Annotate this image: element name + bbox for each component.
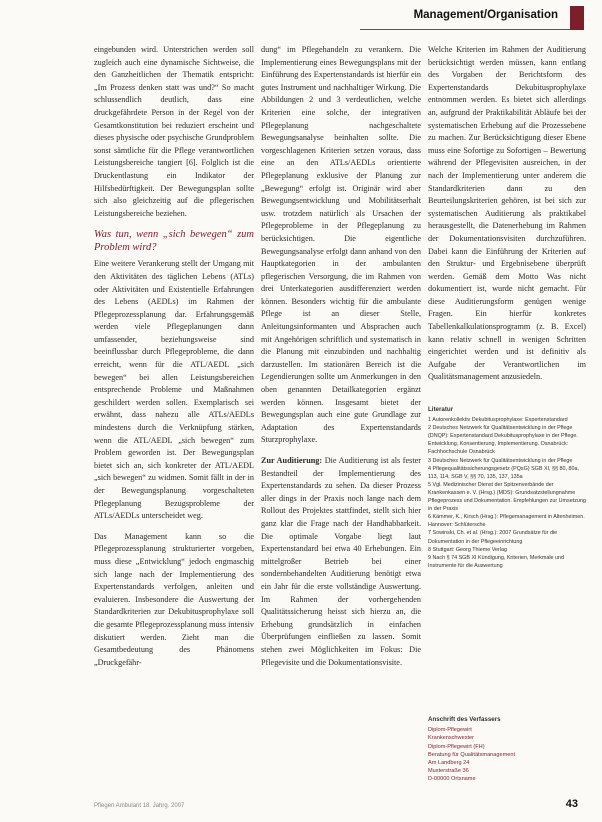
header-rule: [360, 29, 584, 30]
paragraph-body: Die Auditierung ist als fester Bestandteil der Implementierung des Expertenstandards zu sehen. Da dieser Prozess aller dings in der Praxis noch lange nach dem Rollout des Projektes stattfindet, stellt sich hier ganz klar die Frage nach der Handhabbarkeit. Die optimale Vorgabe liegt laut Expertenstandard bei etwa 40 Erhebungen. Ein mittelgroßer Betrieb bei einer sondernbehandelten Auditierung benötigt etwa ein Jahr für die erste vollständige Auswertung. Im Rahmen der vorhergehenden Qualitätssicherung heisst sich hierzu an, die Erhebung grundsätzlich in einfachen Überprüfungen einfließen zu lassen. Somit stehen zwei Möglichkeiten im Fokus: Die Pflegevisite und die Dokumentationsvisite.: [261, 456, 421, 667]
author-line: Krankenschwester: [428, 735, 475, 742]
section-title: Management/Organisation: [413, 9, 558, 21]
author-line: Diplom-Pflegewirt: [428, 727, 472, 734]
reference-item: 7 Sowinski, Ch. et al. (Hrsg.): 2007 Grundsätze für die Dokumentation in der Pflegeeinrichtung: [428, 530, 558, 545]
page-number: 43: [565, 798, 578, 810]
paragraph: dung“ im Pflegehandeln zu verankern. Die Implementierung eines Bewegungsplans mit der Einführung des Expertenstandards ist hierfür ein gutes Instrument und nachhaltiger Wirkung. Die Abbildungen 2 und 3 verdeutlichen, welche Kriterien eine solche, der integrativen Pflegeplanung nachgeschaltete Bewegungsanalyse beinhalten sollte. Die vorgeschlagenen Kriterien setzen voraus, dass eine an den ATLs/AEDLs orientierte Pflegeplanung exklusive der Planung zur „Bewegung“ erfolgt ist. Originär wird aber Bewegungsentwicklung und Mobilitätserhalt usw. trotzdem natürlich als Ursachen der Pflegeprobleme in der Pflegeplanung zu berücksichtigen. Die eigentliche Bewegungsanalyse erfolgt dann anhand von den Hauptkategorien in der ambulanten pflegerischen Versorgung, die im Rahmen von drei Unterkategorien ausdifferenziert werden können. Besonders wichtig für die ambulante Pflege ist an dieser Stelle, Anleitungsinformanten und Absprachen auch mit Angehörigen schriftlich und systematisch in die Planung mit einzubinden und nachhaltig darzustellen. Im stationären Bereich ist die Legendierungen sollte um Anmerkungen in den oben genannten Detailkategorien ergänzt werden können. Insgesamt bietet der Bewegungsplan auch eine gute Grundlage zur Adaptation des Expertenstandards Sturzprophylaxe.: [261, 45, 421, 445]
text-column-2: [261, 44, 421, 677]
reference-item: 1 Autorenkollektiv Dekubitusprophylaxe: Expertenstandard: [428, 417, 568, 424]
references-title: Literatur: [428, 406, 454, 413]
author-line: Beratung für Qualitätsmanagement: [428, 751, 516, 758]
paragraph: Das Management kann so die Pflegeprozessplanung strukturierter vorgeben, muss diese „Entwicklung“ jedoch engmaschig sich lange nach der Implementierung des Expertenstandards verfolgen, anleiten und evaluieren. Insbesondere die Auswertung der Standardkriterien zur Dekubitusprophylaxe soll die gesamte Pflegeprozessplanung muss intensiv diskutiert werden. Zieht man die Gesamtbedeutung des Phänomens „Druckgefähr-: [94, 531, 254, 667]
reference-item: 5 Vgl. Medizinischer Dienst der Spitzenverbände der Krankenkassen e. V. (Hrsg.) (MDS): Grundsatzstellungnahme Pflegeprozess und Dokumentation. Empfehlungen zur Umsetzung in der Praxis: [428, 481, 586, 513]
section-heading: Was tun, wenn „sich bewegen“ zum Problem wird?: [94, 229, 254, 254]
text-column-3: [428, 44, 586, 392]
author-address-box: [428, 716, 586, 784]
footer-publication: Pflegen Ambulant 18. Jahrg. 2007: [94, 803, 185, 809]
paragraph-lead: Zur Auditierung:: [261, 456, 323, 465]
reference-item: 4 Pflegequalitätssicherungsgesetz (PQsG) SGB XI, §§ 80, 80a, 113, 114, SGB V, §§ 70, 135, 137, 135a: [428, 465, 580, 480]
text-column-1: [94, 44, 254, 677]
reference-item: 3 Deutsches Netzwerk für Qualitätsentwicklung in der Pflege: [428, 457, 573, 464]
reference-item: 2 Deutsches Netzwerk für Qualitätsentwicklung in der Pflege (DNQP): Expertenstandard Dekubitusprophylaxe in der Pflege. Entwicklung, Konsentierung, Implementierung. Osnabrück: Fachhochschule Osnabrück: [428, 425, 578, 456]
author-box-title: Anschrift des Verfassers: [428, 716, 501, 723]
running-header: [360, 6, 584, 26]
author-line: D-00000 Ortsname: [428, 776, 476, 783]
reference-item: 6 Kämmer, K., Kirsch (Hrsg.): Pflegemanagement in Altenheimen. Hannover: Schlütersche: [428, 514, 585, 529]
paragraph: Welche Kriterien im Rahmen der Auditierung berücksichtigt werden müssen, kann entlang des Vorgaben der Berichtsform des Expertenstandards Dekubitusprophylaxe entnommen werden. Es bietet sich allerdings an, aufgrund der Praktikabilität Abläufe bei der systematischen Erhebung auf die Prozessebene zu machen. Zur Berücksichtigung dieser Ebene muss eine Sofortige zu Sofortigen – Bewertung während der Pflegevisiten ausreichen, in der nach der Implementierung unter anderem die Standardkriterien dann zu den Beurteilungskriterien gehören, ist bei sich zur systematischen Auditierung als praktikabel herausgestellt, die Datenerhebung im Rahmen der Dokumentationsvisiten durchzuführen. Dabei kann die Einführung der Kriterien auf den Struktur- und Ergebnisebene überprüft werden. Gemäß dem Motto Was nicht dokumentiert ist, wurde nicht gemacht. Für diese Auditierungsform genügen wenige Fragen. Ein hierfür konkretes Tabellenkalkulationsprogramm (z. B. Excel) kann relativ schnell in wenigen Schritten eingerichtet werden und ist definitiv als Aufgabe der Verantwortlichen im Qualitätsmanagement anzusiedeln.: [428, 45, 586, 382]
paragraph: eingebunden wird. Unterstrichen werden soll zugleich auch eine dynamische Sichtweise, die den Ganzheitlichen der Thematik entspricht: „Im Prozess denken statt was und?“ So macht schlussendlich deutlich, dass eine druckgefährdete Person in der Regel von der Gesamtkonstitution bei reduziert erscheint und dieses physische oder psychische Grundproblem sonst sämtliche für die Pflege verantwortlichen Leistungsbereiche tangiert [6]. Folglich ist die Druckentlastung ein Indikator der Hilfsbedürftigkeit. Der Bewegungsplan sollte sich also gleichzeitig auf die pflegerischen Leistungsbereiche beziehen.: [94, 45, 254, 218]
reference-item: 8 Stuttgart: Georg Thieme Verlag: [428, 546, 508, 553]
paragraph: [261, 455, 421, 669]
author-line: Diplom-Pflegewirt (FH): [428, 743, 485, 750]
author-lines: [428, 726, 586, 783]
references-box: [428, 406, 586, 570]
section-color-tab: [570, 6, 584, 30]
author-line: Am Landberg 24: [428, 760, 470, 767]
reference-item: 9 Nach § 74 SGB XI Kündigung, Kriterien, Merkmale und Instrumente für die Auswertung: [428, 554, 565, 569]
author-line: Musterstraße 36: [428, 768, 469, 775]
references-list: [428, 416, 586, 570]
paragraph: Eine weitere Verankerung stellt der Umgang mit den Aktivitäten des täglichen Lebens (ATLs) oder Aktivitäten und Existentielle Erfahrungen des Lebens (AEDLs) im Rahmen der Pflegeprozessplanung dar. Erfahrungsgemäß werden viele Pflegeplanungen dann umfassender, beziehungsweise sind beeinflussbar durch Pflegeprobleme, die dann erreicht, wenn für die ATL/AEDL „sich bewegen“ bei allen Leistungsbereichen entsprechende Probleme und Maßnahmen geschildert werden sollen. Exemplarisch sei erwähnt, dass nahezu alle ATLs/AEDLs mindestens durch die Verknüpfung stärken, wenn die ATL/AEDL „sich bewegen“ zum Problem geworden ist. Der Bewegungsplan bietet sich an, sich konkreter der ATL/AEDL „sich bewegen“ zu widmen. Somit fällt in der in der Bewegungsplanung vorgeschalteten Pflegeplanung Bezugsprobleme der ATLs/AEDLs unterscheidet weg.: [94, 259, 254, 521]
